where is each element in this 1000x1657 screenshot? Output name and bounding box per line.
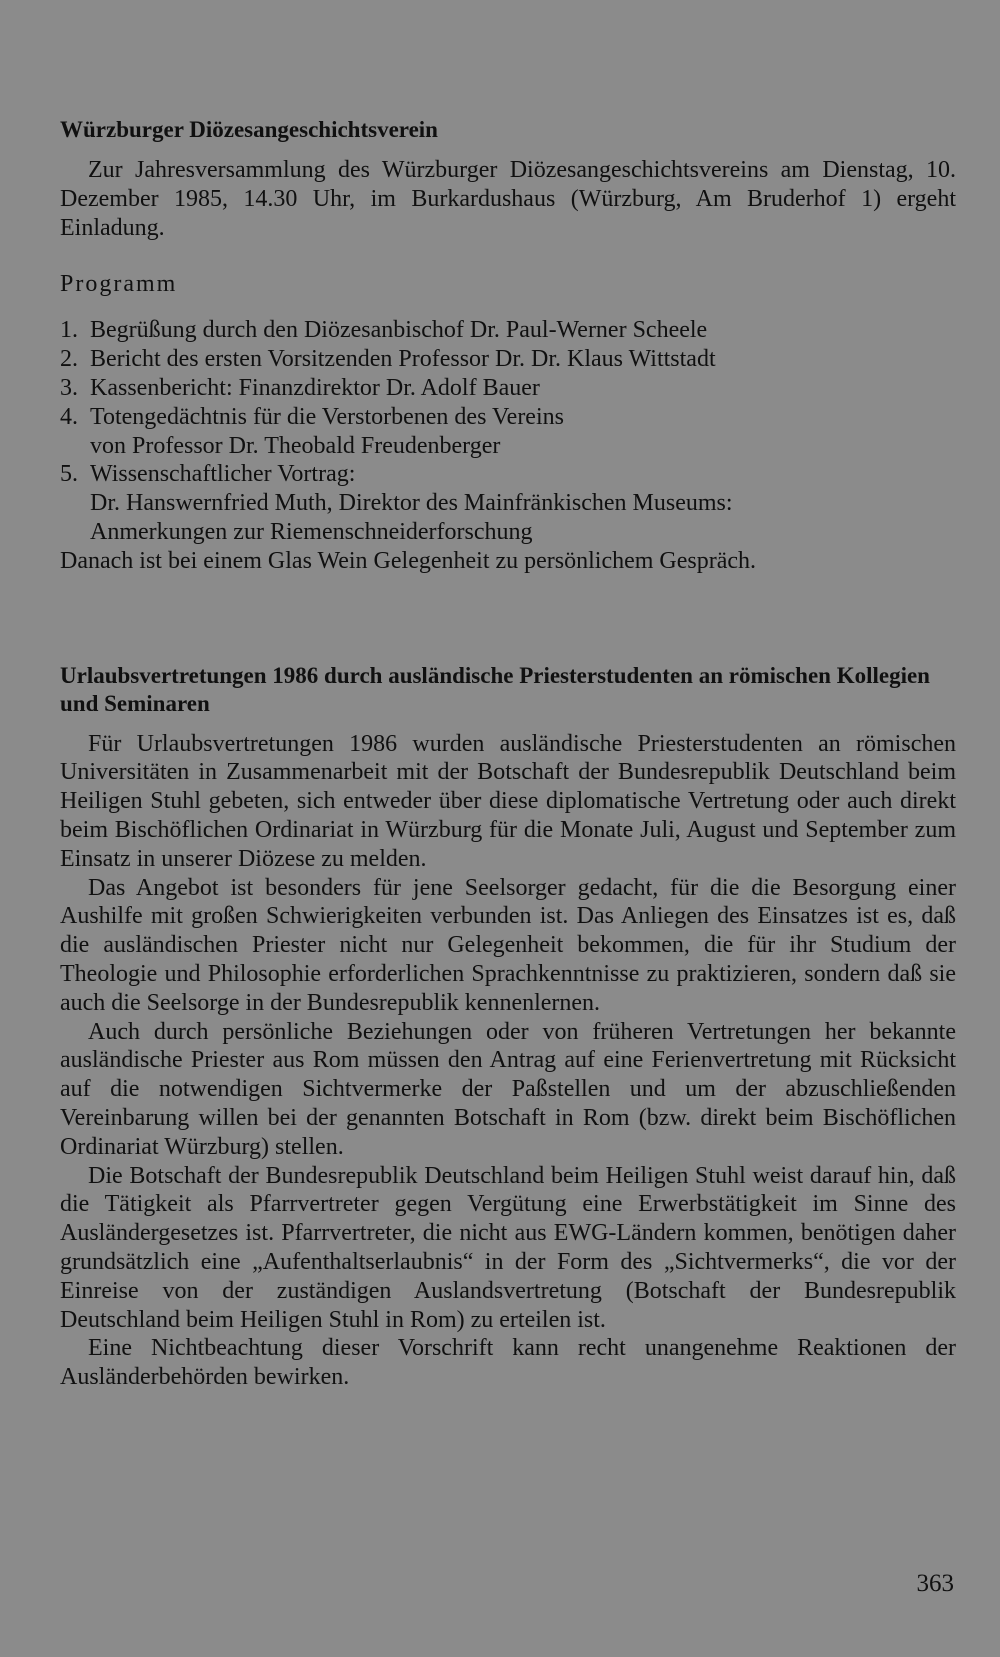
section-heading: Würzburger Diözesangeschichtsverein bbox=[60, 117, 438, 142]
section-urlaubsvertretungen bbox=[60, 662, 956, 1392]
program-list bbox=[60, 316, 956, 546]
program-item-text: Anmerkungen zur Riemenschneiderforschung bbox=[90, 518, 533, 545]
program-item-text: von Professor Dr. Theobald Freudenberger bbox=[90, 432, 501, 459]
program-item-number: 1. bbox=[60, 317, 78, 344]
body-paragraph: Das Angebot ist besonders für jene Seelsorger gedacht, für die die Besorgung einer Aushilfe mit großen Schwierigkeiten verbunden ist. Das Anliegen des Einsatzes ist es, daß die ausländischen Priester nicht nur Gelegenheit bekommen, die für ihr Studium der Theologie und Philosophie erforderlichen Sprachkenntnisse zu praktizieren, sondern daß sie auch die Seelsorge in der Bundesrepublik kennenlernen. bbox=[60, 874, 956, 1016]
program-item-text: Kassenbericht: Finanzdirektor Dr. Adolf Bauer bbox=[90, 374, 540, 401]
program-item-text: Bericht des ersten Vorsitzenden Professor Dr. Dr. Klaus Wittstadt bbox=[90, 346, 716, 373]
program-item bbox=[60, 403, 956, 461]
program-item-number: 3. bbox=[60, 374, 78, 401]
body-paragraph: Die Botschaft der Bundesrepublik Deutschland beim Heiligen Stuhl weist darauf hin, daß die Tätigkeit als Pfarrvertreter gegen Vergütung eine Erwerbstätigkeit im Sinne des Ausländergesetzes ist. Pfarrvertreter, die nicht aus EWG-Ländern kommen, benötigen daher grundsätzlich eine „Aufenthaltserlaubnis“ in der Form des „Sichtvermerks“, die vor der Einreise von der zuständigen Auslandsvertretung (Botschaft der Bundesrepublik Deutschland beim Heiligen Stuhl in Rom) zu erteilen ist. bbox=[60, 1162, 956, 1333]
program-item bbox=[60, 460, 956, 546]
body-paragraph: Auch durch persönliche Beziehungen oder von früheren Vertretungen her bekannte ausländische Priester aus Rom müssen den Antrag auf eine Ferienvertretung mit Rücksicht auf die notwendigen Sichtvermerke der Paßstellen und um der abzuschließenden Vereinbarung willen bei der genannten Botschaft in Rom (bzw. direkt beim Bischöflichen Ordinariat Würzburg) stellen. bbox=[60, 1018, 956, 1160]
body-paragraph: Eine Nichtbeachtung dieser Vorschrift kann recht unangenehme Reaktionen der Ausländerbehörden bewirken. bbox=[60, 1335, 956, 1391]
program-item-number: 5. bbox=[60, 461, 78, 488]
page-number: 363 bbox=[916, 1570, 954, 1597]
program-item bbox=[60, 316, 956, 345]
program-item bbox=[60, 374, 956, 403]
section-heading: Urlaubsvertretungen 1986 durch ausländische Priesterstudenten an römischen Kollegien und Seminaren bbox=[60, 662, 930, 716]
program-item bbox=[60, 345, 956, 374]
program-item-text: Totengedächtnis für die Verstorbenen des Vereins bbox=[90, 403, 564, 430]
program-item-number: 4. bbox=[60, 403, 78, 430]
body-paragraph: Für Urlaubsvertretungen 1986 wurden ausländische Priesterstudenten an römischen Universitäten in Zusammenarbeit mit der Botschaft der Bundesrepublik Deutschland beim Heiligen Stuhl gebeten, sich entweder über diese diplomatische Vertretung oder auch direkt beim Bischöflichen Ordinariat in Würzburg für die Monate Juli, August und September zum Einsatz in unserer Diözese zu melden. bbox=[60, 730, 956, 872]
program-item-text: Wissenschaftlicher Vortrag: bbox=[90, 461, 356, 488]
program-item-text: Dr. Hanswernfried Muth, Direktor des Mainfränkischen Museums: bbox=[90, 490, 733, 517]
intro-paragraph: Zur Jahresversammlung des Würzburger Diözesangeschichtsvereins am Dienstag, 10. Dezember 1985, 14.30 Uhr, im Burkardushaus (Würzburg, Am Bruderhof 1) ergeht Einladung. bbox=[60, 157, 956, 241]
section-dioezesangeschichtsverein bbox=[60, 116, 956, 576]
closing-sentence: Danach ist bei einem Glas Wein Gelegenheit zu persönlichem Gespräch. bbox=[60, 547, 757, 574]
program-item-number: 2. bbox=[60, 346, 78, 373]
program-label: Programm bbox=[60, 271, 178, 298]
program-item-text: Begrüßung durch den Diözesanbischof Dr. Paul-Werner Scheele bbox=[90, 317, 708, 344]
